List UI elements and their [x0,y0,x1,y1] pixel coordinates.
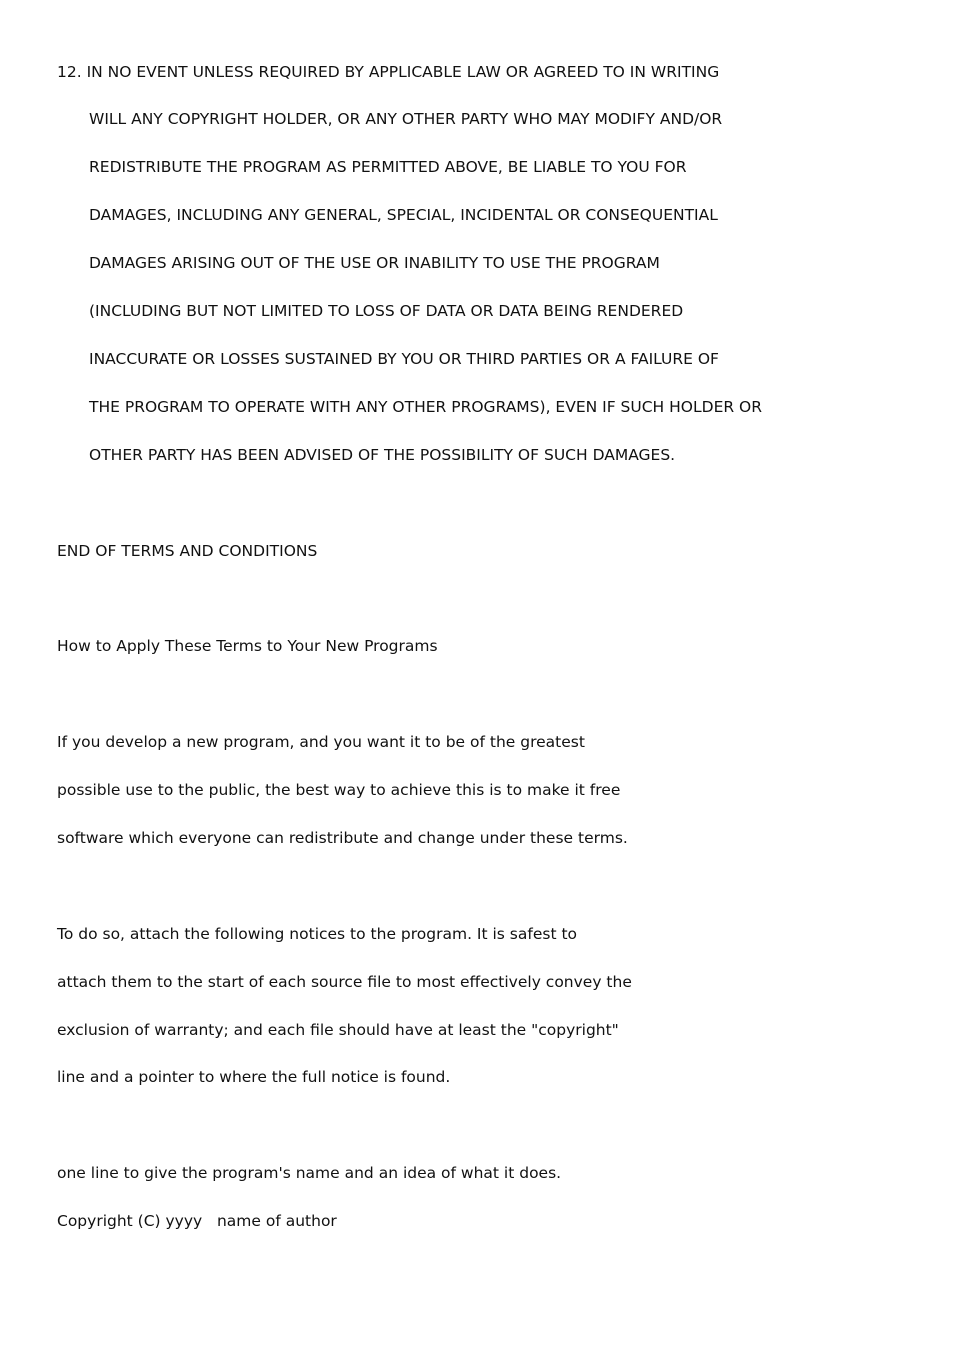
paragraph-line: attach them to the start of each source file to most effectively convey the [57,973,632,991]
notice-copyright-line: Copyright (C) yyyy name of author [57,1212,337,1230]
clause-12-line: THE PROGRAM TO OPERATE WITH ANY OTHER PROGRAMS), EVEN IF SUCH HOLDER OR [89,398,763,416]
paragraph-line: possible use to the public, the best way to achieve this is to make it free [57,781,621,799]
clause-12-line: 12. IN NO EVENT UNLESS REQUIRED BY APPLICABLE LAW OR AGREED TO IN WRITING [57,63,720,81]
paragraph-line: software which everyone can redistribute and change under these terms. [57,829,628,847]
clause-12-line: WILL ANY COPYRIGHT HOLDER, OR ANY OTHER PARTY WHO MAY MODIFY AND/OR [89,110,723,128]
paragraph-line: line and a pointer to where the full notice is found. [57,1068,451,1086]
clause-12-line: OTHER PARTY HAS BEEN ADVISED OF THE POSSIBILITY OF SUCH DAMAGES. [89,446,676,464]
clause-12-line: DAMAGES, INCLUDING ANY GENERAL, SPECIAL, INCIDENTAL OR CONSEQUENTIAL [89,206,718,224]
how-to-apply-heading: How to Apply These Terms to Your New Programs [57,637,438,655]
end-of-terms-heading: END OF TERMS AND CONDITIONS [57,542,318,560]
clause-12-line: REDISTRIBUTE THE PROGRAM AS PERMITTED ABOVE, BE LIABLE TO YOU FOR [89,158,687,176]
notice-program-name-line: one line to give the program's name and an idea of what it does. [57,1164,562,1182]
clause-12-line: INACCURATE OR LOSSES SUSTAINED BY YOU OR THIRD PARTIES OR A FAILURE OF [89,350,719,368]
paragraph-line: exclusion of warranty; and each file should have at least the "copyright" [57,1021,619,1039]
clause-12-line: DAMAGES ARISING OUT OF THE USE OR INABILITY TO USE THE PROGRAM [89,254,660,272]
clause-12-line: (INCLUDING BUT NOT LIMITED TO LOSS OF DATA OR DATA BEING RENDERED [89,302,684,320]
paragraph-line: If you develop a new program, and you want it to be of the greatest [57,733,585,751]
paragraph-line: To do so, attach the following notices to the program. It is safest to [57,925,578,943]
